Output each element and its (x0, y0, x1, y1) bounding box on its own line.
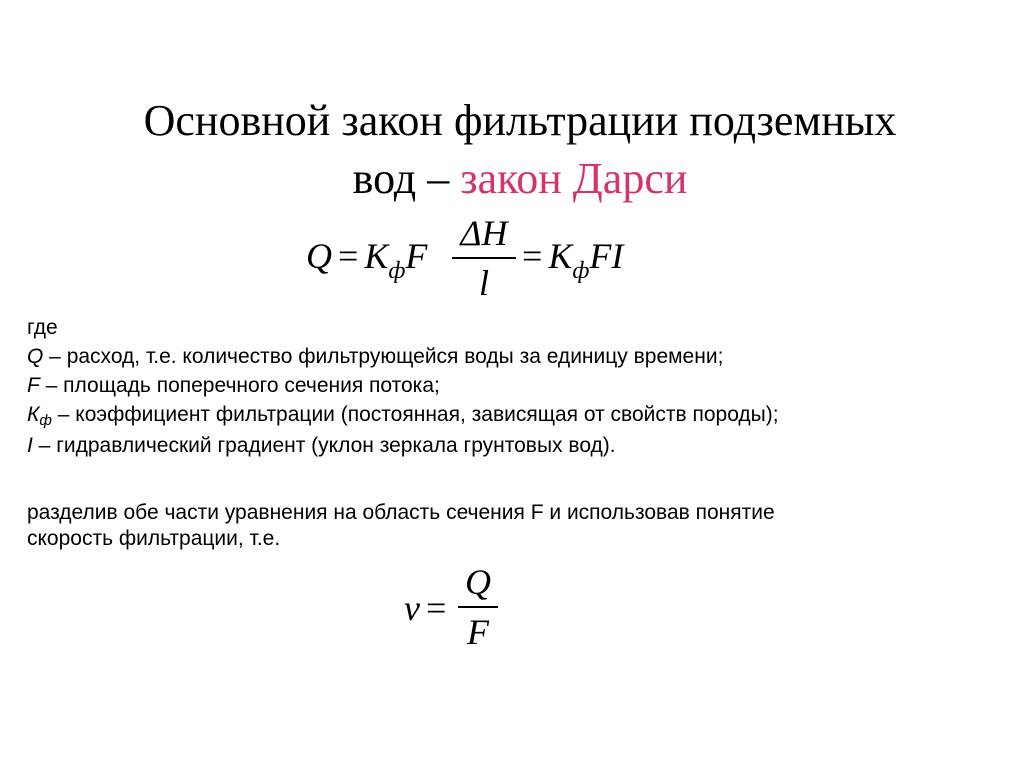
paragraph-line-2: скорость фильтрации, т.е. (27, 527, 281, 550)
legend-item (27, 371, 779, 400)
legend-item (27, 342, 779, 371)
formula2-numerator: Q (465, 562, 491, 602)
legend-text: – гидравлический градиент (уклон зеркала грунтовых вод). (32, 434, 616, 457)
legend-symbol: F (27, 374, 40, 397)
title-line-2 (0, 150, 1024, 208)
legend-text: – расход, т.е. количество фильтрующейся воды за единицу времени; (43, 345, 724, 368)
formula1-rhs (516, 236, 624, 284)
formula1-k2: K (548, 236, 573, 276)
formula1-fraction-bar (452, 257, 516, 259)
formula1-denominator: l (478, 263, 489, 303)
formula1-numerator: ΔH (460, 213, 508, 253)
variables-legend (27, 313, 779, 460)
formula1-k-sub: ф (388, 258, 406, 284)
legend-item (27, 400, 779, 431)
formula1-k2-sub: ф (572, 258, 590, 284)
formula1-k: K (364, 236, 389, 276)
formula2-lhs (404, 590, 452, 626)
formula2-fraction (458, 564, 498, 650)
legend-symbol: Q (27, 345, 44, 368)
legend-intro: где (27, 316, 58, 339)
formula1-f: F (405, 236, 428, 276)
formula1-eq2: = (522, 236, 543, 276)
formula2-fraction-bar (458, 606, 498, 608)
title-line-2-plain: вод – (352, 154, 461, 203)
legend-text: – площадь поперечного сечения потока; (39, 374, 440, 397)
formula1-lhs (306, 236, 428, 284)
slide-title (0, 92, 1024, 208)
legend-symbol-sub: ф (39, 412, 52, 429)
formula1-fraction (452, 215, 516, 301)
formula2-eq: = (425, 588, 447, 628)
formula2-v: v (404, 588, 420, 628)
legend-text: – коэффициент фильтрации (постоянная, зависящая от свойств породы); (51, 403, 779, 426)
legend-item (27, 431, 779, 460)
formula2-denominator: F (467, 612, 489, 652)
legend-symbol: I (27, 434, 33, 457)
title-line-1: Основной закон фильтрации подземных (143, 96, 897, 145)
legend-symbol: К (27, 403, 40, 426)
paragraph-line-1: разделив обе части уравнения на область сечения F и использовав понятие (27, 501, 775, 524)
formula1-tail: FI (589, 236, 624, 276)
formula1-eq1: = (338, 236, 359, 276)
title-accent: закон Дарси (460, 154, 688, 203)
formula1-q: Q (306, 236, 332, 276)
explanation-paragraph (27, 500, 775, 552)
